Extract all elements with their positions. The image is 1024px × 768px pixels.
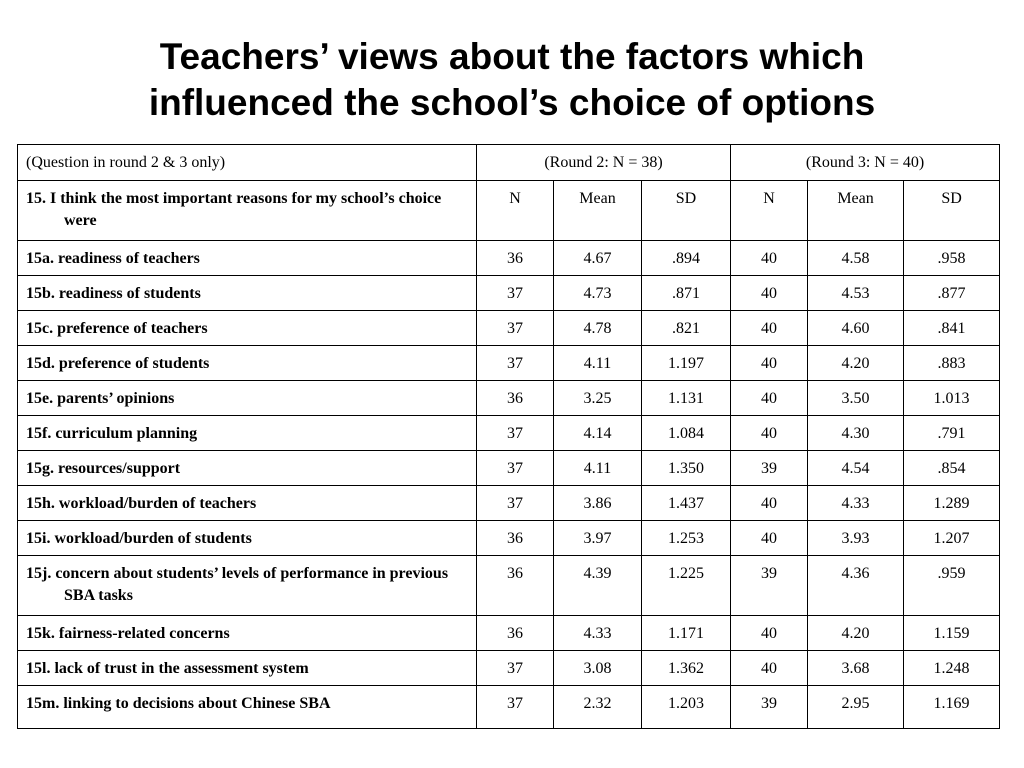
col-sd-r2 — [642, 181, 731, 241]
sd-r2-cell — [642, 416, 731, 451]
mean-r2: 4.14 — [583, 425, 612, 442]
sd-r3-cell — [904, 651, 1000, 686]
mean-r3-cell — [808, 451, 904, 486]
table-row — [18, 346, 1000, 381]
sd-r3: .841 — [937, 320, 966, 337]
sd-r2-cell — [642, 311, 731, 346]
n-r2-cell — [477, 451, 554, 486]
table-row — [18, 451, 1000, 486]
col-sd-r3 — [904, 181, 1000, 241]
row-label: 15d. preference of students — [26, 355, 210, 372]
n-r2: 37 — [507, 355, 523, 372]
sd-r2: 1.131 — [668, 390, 705, 407]
mean-r2-cell — [554, 381, 642, 416]
mean-r2: 4.67 — [583, 250, 612, 267]
mean-r2: 3.97 — [583, 530, 612, 547]
sd-r2: 1.437 — [668, 495, 705, 512]
col-sd-r3-label: SD — [941, 190, 962, 207]
sd-r3: 1.289 — [933, 495, 970, 512]
n-r2-cell — [477, 346, 554, 381]
sd-r3-cell — [904, 616, 1000, 651]
mean-r3-cell — [808, 311, 904, 346]
mean-r3-cell — [808, 276, 904, 311]
table-row — [18, 686, 1000, 729]
n-r2-cell — [477, 616, 554, 651]
mean-r2: 2.32 — [583, 695, 612, 712]
n-r3-cell — [731, 521, 808, 556]
n-r3-cell — [731, 616, 808, 651]
question-note-cell — [18, 145, 477, 181]
sd-r3-cell — [904, 241, 1000, 276]
mean-r2-cell — [554, 521, 642, 556]
mean-r3-cell — [808, 686, 904, 729]
n-r3: 39 — [761, 460, 778, 477]
sd-r2-cell — [642, 451, 731, 486]
n-r3-cell — [731, 381, 808, 416]
mean-r3: 3.93 — [841, 530, 870, 547]
row-label: 15b. readiness of students — [26, 285, 201, 302]
col-n-r2 — [477, 181, 554, 241]
n-r3: 40 — [761, 660, 778, 677]
n-r2: 36 — [507, 625, 523, 642]
mean-r2-cell — [554, 241, 642, 276]
mean-r3: 4.33 — [841, 495, 870, 512]
n-r3-cell — [731, 686, 808, 729]
table-row — [18, 276, 1000, 311]
n-r2: 37 — [507, 660, 523, 677]
col-mean-r3-label: Mean — [837, 190, 874, 207]
round2-header-cell — [477, 145, 731, 181]
sd-r3-cell — [904, 521, 1000, 556]
mean-r2: 4.78 — [583, 320, 612, 337]
row-label: 15c. preference of teachers — [26, 320, 208, 337]
sd-r2: .871 — [672, 285, 701, 302]
results-table — [17, 144, 1000, 729]
sd-r2-cell — [642, 686, 731, 729]
mean-r3-cell — [808, 486, 904, 521]
mean-r3: 4.53 — [841, 285, 870, 302]
mean-r2-cell — [554, 616, 642, 651]
row-label: 15j. concern about students’ levels of performance in previous SBA tasks — [26, 565, 449, 604]
n-r2: 37 — [507, 320, 523, 337]
sd-r3: 1.159 — [933, 625, 970, 642]
sd-r3-cell — [904, 276, 1000, 311]
n-r3: 40 — [761, 320, 778, 337]
mean-r3: 4.36 — [841, 565, 870, 582]
n-r3-cell — [731, 276, 808, 311]
n-r2: 36 — [507, 250, 523, 267]
n-r3-cell — [731, 451, 808, 486]
col-mean-r2 — [554, 181, 642, 241]
row-label-cell — [18, 651, 477, 686]
mean-r3: 4.20 — [841, 625, 870, 642]
mean-r3: 4.30 — [841, 425, 870, 442]
sd-r3: .854 — [937, 460, 966, 477]
mean-r2: 4.39 — [583, 565, 612, 582]
sd-r3-cell — [904, 381, 1000, 416]
n-r3: 39 — [761, 565, 778, 582]
round3-header: (Round 3: N = 40) — [805, 154, 925, 171]
row-label: 15h. workload/burden of teachers — [26, 495, 257, 512]
sd-r3-cell — [904, 416, 1000, 451]
row-label-cell — [18, 521, 477, 556]
mean-r2: 3.08 — [583, 660, 612, 677]
mean-r2-cell — [554, 651, 642, 686]
round3-header-cell — [731, 145, 1000, 181]
mean-r3-cell — [808, 381, 904, 416]
mean-r3: 3.50 — [841, 390, 870, 407]
sd-r2-cell — [642, 346, 731, 381]
sd-r3: 1.169 — [933, 695, 970, 712]
table-row — [18, 416, 1000, 451]
sd-r2: 1.253 — [668, 530, 705, 547]
sd-r2: .821 — [672, 320, 701, 337]
round2-header: (Round 2: N = 38) — [544, 154, 663, 171]
sd-r3-cell — [904, 486, 1000, 521]
mean-r3-cell — [808, 241, 904, 276]
n-r2-cell — [477, 651, 554, 686]
col-mean-r3 — [808, 181, 904, 241]
n-r3-cell — [731, 416, 808, 451]
n-r3: 40 — [761, 530, 778, 547]
mean-r2: 4.11 — [583, 355, 612, 372]
n-r2-cell — [477, 311, 554, 346]
n-r3-cell — [731, 311, 808, 346]
n-r3: 40 — [761, 625, 778, 642]
row-label-cell — [18, 451, 477, 486]
mean-r3: 4.60 — [841, 320, 870, 337]
mean-r2-cell — [554, 311, 642, 346]
sd-r3: .883 — [937, 355, 966, 372]
row-label: 15l. lack of trust in the assessment system — [26, 660, 309, 677]
n-r3-cell — [731, 651, 808, 686]
question-note: (Question in round 2 & 3 only) — [26, 154, 226, 171]
n-r2: 37 — [507, 425, 523, 442]
sd-r3-cell — [904, 556, 1000, 616]
title-line-1: Teachers’ views about the factors which — [159, 36, 865, 77]
question-cell — [18, 181, 477, 241]
n-r2: 37 — [507, 495, 523, 512]
sd-r3: .877 — [937, 285, 966, 302]
row-label-cell — [18, 276, 477, 311]
mean-r3-cell — [808, 651, 904, 686]
row-label-cell — [18, 616, 477, 651]
row-label: 15g. resources/support — [26, 460, 181, 477]
sd-r2: 1.350 — [668, 460, 705, 477]
n-r3-cell — [731, 556, 808, 616]
n-r2: 36 — [507, 565, 523, 582]
row-label-cell — [18, 686, 477, 729]
col-mean-r2-label: Mean — [579, 190, 616, 207]
sd-r2-cell — [642, 276, 731, 311]
header-row-columns — [18, 181, 1000, 241]
col-n-r3-label: N — [763, 190, 775, 207]
mean-r2: 3.86 — [583, 495, 612, 512]
mean-r2-cell — [554, 486, 642, 521]
sd-r3: 1.207 — [933, 530, 970, 547]
n-r3: 40 — [761, 250, 778, 267]
row-label-cell — [18, 486, 477, 521]
sd-r2: 1.171 — [668, 625, 705, 642]
n-r2-cell — [477, 241, 554, 276]
row-label-cell — [18, 381, 477, 416]
sd-r3: 1.248 — [933, 660, 970, 677]
n-r2-cell — [477, 486, 554, 521]
sd-r2-cell — [642, 241, 731, 276]
n-r2: 36 — [507, 390, 523, 407]
n-r2: 37 — [507, 460, 523, 477]
sd-r2-cell — [642, 521, 731, 556]
mean-r2: 4.33 — [583, 625, 612, 642]
n-r3: 40 — [761, 390, 778, 407]
slide-title — [0, 34, 1024, 126]
header-row-rounds — [18, 145, 1000, 181]
mean-r3: 2.95 — [841, 695, 870, 712]
table-row — [18, 556, 1000, 616]
n-r2-cell — [477, 276, 554, 311]
n-r3: 39 — [761, 695, 778, 712]
col-n-r2-label: N — [509, 190, 521, 207]
row-label-cell — [18, 556, 477, 616]
table-row — [18, 651, 1000, 686]
mean-r3: 4.54 — [841, 460, 870, 477]
mean-r2-cell — [554, 346, 642, 381]
title-line-2: influenced the school’s choice of options — [148, 82, 876, 123]
sd-r3-cell — [904, 346, 1000, 381]
mean-r3-cell — [808, 616, 904, 651]
row-label-cell — [18, 241, 477, 276]
n-r2: 36 — [507, 530, 523, 547]
n-r2-cell — [477, 416, 554, 451]
mean-r3-cell — [808, 521, 904, 556]
mean-r2-cell — [554, 416, 642, 451]
n-r3-cell — [731, 241, 808, 276]
row-label: 15f. curriculum planning — [26, 425, 198, 442]
mean-r2: 3.25 — [583, 390, 612, 407]
sd-r2: 1.225 — [668, 565, 705, 582]
sd-r3: .958 — [937, 250, 966, 267]
sd-r3: .791 — [937, 425, 966, 442]
sd-r3-cell — [904, 686, 1000, 729]
n-r2-cell — [477, 686, 554, 729]
table-row — [18, 521, 1000, 556]
n-r2-cell — [477, 521, 554, 556]
row-label: 15a. readiness of teachers — [26, 250, 200, 267]
sd-r2: 1.197 — [668, 355, 705, 372]
sd-r2: 1.084 — [668, 425, 705, 442]
sd-r2-cell — [642, 616, 731, 651]
mean-r3-cell — [808, 346, 904, 381]
sd-r2-cell — [642, 381, 731, 416]
sd-r2-cell — [642, 556, 731, 616]
table-row — [18, 381, 1000, 416]
row-label: 15k. fairness-related concerns — [26, 625, 230, 642]
mean-r3: 4.20 — [841, 355, 870, 372]
col-n-r3 — [731, 181, 808, 241]
sd-r3: 1.013 — [933, 390, 970, 407]
mean-r3-cell — [808, 416, 904, 451]
n-r3-cell — [731, 346, 808, 381]
sd-r2: .894 — [672, 250, 701, 267]
col-sd-r2-label: SD — [675, 190, 697, 207]
row-label: 15e. parents’ opinions — [26, 390, 175, 407]
sd-r2-cell — [642, 651, 731, 686]
mean-r2: 4.73 — [583, 285, 612, 302]
question-text: 15. I think the most important reasons for my school’s choice were — [26, 190, 442, 229]
n-r2: 37 — [507, 285, 523, 302]
table-row — [18, 311, 1000, 346]
mean-r3-cell — [808, 556, 904, 616]
mean-r2-cell — [554, 276, 642, 311]
mean-r3: 3.68 — [841, 660, 870, 677]
row-label-cell — [18, 416, 477, 451]
sd-r3-cell — [904, 311, 1000, 346]
sd-r2: 1.203 — [668, 695, 705, 712]
mean-r2: 4.11 — [583, 460, 612, 477]
n-r3: 40 — [761, 495, 778, 512]
sd-r2: 1.362 — [668, 660, 705, 677]
row-label: 15m. linking to decisions about Chinese SBA — [26, 695, 331, 712]
n-r3-cell — [731, 486, 808, 521]
mean-r2-cell — [554, 556, 642, 616]
table-row — [18, 486, 1000, 521]
n-r3: 40 — [761, 285, 778, 302]
row-label-cell — [18, 311, 477, 346]
row-label-cell — [18, 346, 477, 381]
n-r3: 40 — [761, 425, 778, 442]
mean-r2-cell — [554, 686, 642, 729]
sd-r3: .959 — [937, 565, 966, 582]
sd-r3-cell — [904, 451, 1000, 486]
table-row — [18, 241, 1000, 276]
table-row — [18, 616, 1000, 651]
n-r2: 37 — [507, 695, 523, 712]
n-r3: 40 — [761, 355, 778, 372]
mean-r2-cell — [554, 451, 642, 486]
sd-r2-cell — [642, 486, 731, 521]
mean-r3: 4.58 — [841, 250, 870, 267]
row-label: 15i. workload/burden of students — [26, 530, 252, 547]
n-r2-cell — [477, 556, 554, 616]
n-r2-cell — [477, 381, 554, 416]
